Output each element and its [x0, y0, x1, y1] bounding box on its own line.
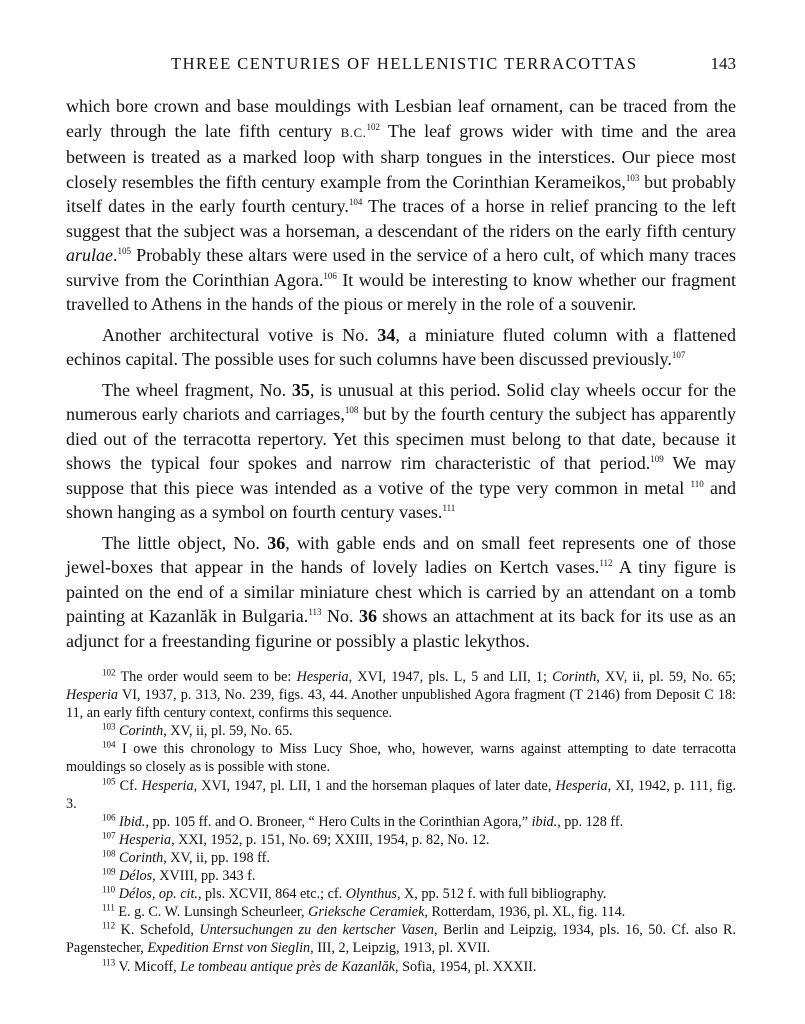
- text-run: Cf.: [119, 777, 142, 794]
- text-run: B.C.: [340, 124, 367, 140]
- text-run: VI, 1937, p. 313, No. 239, figs. 43, 44. Another unpublished Agora fragment (T 2146) from Deposit C 18: 11, an early fifth century context, confirms this sequence.: [66, 687, 736, 722]
- text-run: The little object, No.: [102, 532, 268, 553]
- text-run: Another architectural votive is No.: [102, 324, 378, 345]
- text-run: Délos: [118, 886, 152, 903]
- text-run: 36: [267, 532, 286, 553]
- text-run: 34: [377, 324, 396, 345]
- footnote-number: 106: [102, 812, 116, 823]
- page-header: [66, 54, 736, 78]
- footnotes: [66, 668, 736, 976]
- text-run: Hesperia: [296, 669, 349, 685]
- footnote-number: 105: [102, 775, 116, 786]
- text-run: The leaf grows wider with time and the area between is treated as a marked loop with sharp tongues in the interstices. Our piece most closely resembles the fifth century example from the Corinthian Kerameikos,: [66, 120, 736, 192]
- footnote-number: 108: [102, 848, 116, 859]
- text-run: The order would seem to be:: [120, 669, 297, 685]
- text-run: , pp. 128 ff.: [557, 813, 624, 830]
- text-run: Expedition Ernst von Sieglin: [147, 940, 311, 957]
- text-run: , XVI, 1947, pl. LII, 1 and the horseman plaques of later date,: [193, 777, 556, 794]
- text-run: Hesperia: [141, 777, 194, 794]
- footnote-number: 109: [102, 866, 116, 877]
- text-run: We may suppose that this piece was intended as a votive of the type very common in metal: [66, 453, 736, 498]
- text-run: K. Schefold,: [120, 922, 200, 939]
- footnote: [66, 668, 736, 722]
- text-run: A tiny figure is painted on the end of a similar miniature chest which is carried by an attendant on a tomb painting at Kazanlăk in Bulgaria.: [66, 557, 737, 626]
- text-run: shows an attachment at its back for its use as an adjunct for a freestanding figurine or possibly a plastic lekythos.: [66, 606, 737, 651]
- text-run: Le tombeau antique près de Kazanlăk: [180, 958, 395, 975]
- footnote-number: 113: [102, 956, 116, 967]
- text-run: , XXI, 1952, p. 151, No. 69; XXIII, 1954, p. 82, No. 12.: [171, 831, 490, 848]
- text-run: , Sofia, 1954, pl. XXXII.: [394, 958, 537, 975]
- text-run: , XI, 1942, p. 111, fig. 3.: [66, 777, 737, 812]
- footnote-number: 107: [102, 830, 116, 841]
- footnote: [66, 867, 736, 885]
- text-run: , XVIII, pp. 343 f.: [152, 868, 256, 885]
- footnote-number: 103: [102, 721, 116, 732]
- text-run: , a miniature fluted column with a flattened echinos capital. The possible uses for such columns have been discussed previously.: [66, 324, 736, 369]
- page-number: 143: [710, 54, 736, 73]
- footnote-number: 111: [102, 902, 115, 913]
- body-text: [66, 94, 736, 659]
- text-run: 35: [291, 379, 310, 400]
- text-run: , XV, ii, pl. 59, No. 65;: [596, 669, 736, 685]
- text-run: .: [113, 245, 118, 265]
- text-run: 36: [358, 606, 377, 626]
- text-run: which bore crown and base mouldings with Lesbian leaf ornament, can be traced from the early through the late fifth century: [66, 96, 736, 141]
- text-run: but by the fourth century the subject has apparently died out of the terracotta repertory. Yet this specimen must belong to that date, because it shows the typical four spokes and narrow rim characteristic of that period.: [66, 404, 736, 473]
- text-run: and shown hanging as a symbol on fourth century vases.: [66, 477, 736, 522]
- footnote-number: 102: [102, 667, 116, 678]
- footnote-number: 110: [102, 884, 116, 895]
- footnote-ref: 111: [442, 503, 456, 513]
- text-run: V. Micoff,: [118, 958, 181, 975]
- text-run: , pp. 105 ff. and O. Broneer, “ Hero Cults in the Corinthian Agora,”: [145, 813, 532, 830]
- footnote: [66, 813, 736, 831]
- footnote-ref: 104: [348, 197, 363, 207]
- text-run: ibid.: [531, 813, 558, 830]
- footnote-ref: 102: [366, 121, 380, 132]
- text-run: , Rotterdam, 1936, pl. XL, fig. 114.: [424, 904, 626, 921]
- text-run: It would be interesting to know whether our fragment travelled to Athens in the hands of the pious or merely in the role of a souvenir.: [66, 269, 736, 314]
- paragraph: [66, 531, 736, 654]
- text-run: but probably itself dates in the early fourth century.: [66, 171, 736, 216]
- text-run: , is unusual at this period. Solid clay wheels occur for the numerous early chariots and carriages,: [66, 379, 736, 424]
- text-run: , III, 2, Leipzig, 1913, pl. XVII.: [310, 940, 491, 957]
- footnote: [66, 849, 736, 867]
- text-run: Hesperia: [119, 831, 172, 848]
- text-run: E. g. C. W. Lunsingh Scheurleer,: [118, 904, 309, 921]
- text-run: , Berlin and Leipzig, 1934, pls. 16, 50. Cf. also R. Pagenstecher,: [66, 922, 737, 957]
- text-run: I owe this chronology to Miss Lucy Shoe, who, however, warns against attempting to date terracotta mouldings so closely as is possible with stone.: [66, 741, 737, 776]
- footnote-ref: 103: [625, 172, 640, 183]
- text-run: , X, pp. 512 f. with full bibliography.: [396, 886, 607, 903]
- text-run: arulae: [66, 245, 113, 265]
- text-run: , with gable ends and on small feet represents one of those jewel-boxes that appear in the hands of lovely ladies on Kertch vases.: [66, 532, 736, 577]
- footnote-number: 104: [102, 739, 116, 750]
- footnote: [66, 777, 736, 813]
- text-run: , XVI, 1947, pls. L, 5 and LII, 1;: [348, 669, 553, 685]
- footnote-ref: 107: [671, 350, 686, 360]
- text-run: , XV, ii, pl. 59, No. 65.: [163, 723, 293, 740]
- text-run: No.: [321, 606, 359, 626]
- footnote: [66, 921, 736, 957]
- footnote-number: 112: [102, 920, 116, 931]
- text-run: Ibid.: [119, 813, 146, 830]
- footnote-ref: 108: [344, 405, 359, 415]
- footnote-ref: 109: [650, 454, 664, 464]
- footnote-ref: 110: [690, 478, 704, 489]
- footnote-ref: 105: [117, 246, 131, 256]
- text-run: Corinth: [552, 669, 597, 685]
- text-run: Probably these altars were used in the service of a hero cult, of which many traces survive from the Corinthian Agora.: [66, 245, 736, 290]
- text-run: The wheel fragment, No.: [102, 379, 292, 400]
- footnote-ref: 112: [599, 558, 613, 568]
- paragraph: [66, 94, 736, 317]
- footnote: [66, 885, 736, 903]
- text-run: op. cit.: [158, 886, 198, 903]
- text-run: Untersuchungen zu den kertscher Vasen: [199, 922, 434, 939]
- text-run: Corinth: [119, 723, 164, 740]
- paragraph: [66, 378, 736, 525]
- text-run: , XV, ii, pp. 198 ff.: [163, 849, 270, 866]
- footnote: [66, 740, 736, 776]
- footnote: [66, 958, 736, 976]
- footnote: [66, 831, 736, 849]
- text-run: Olynthus: [345, 886, 397, 903]
- text-run: Corinth: [119, 849, 164, 866]
- footnote: [66, 903, 736, 921]
- text-run: The traces of a horse in relief prancing to the left suggest that the subject was a horseman, a descendant of the riders on the early fifth century: [66, 196, 737, 241]
- text-run: Hesperia: [66, 687, 119, 704]
- text-run: ,: [151, 886, 159, 903]
- text-run: Hesperia: [555, 777, 608, 794]
- footnote-ref: 113: [308, 607, 322, 617]
- footnote: [66, 722, 736, 740]
- running-title: THREE CENTURIES OF HELLENISTIC TERRACOTTAS: [171, 54, 638, 73]
- paragraph: [66, 323, 736, 372]
- text-run: Délos: [119, 868, 153, 885]
- text-run: , pls. XCVII, 864 etc.; cf.: [197, 886, 346, 903]
- footnote-ref: 106: [323, 270, 337, 281]
- text-run: Grieksche Ceramiek: [308, 904, 425, 921]
